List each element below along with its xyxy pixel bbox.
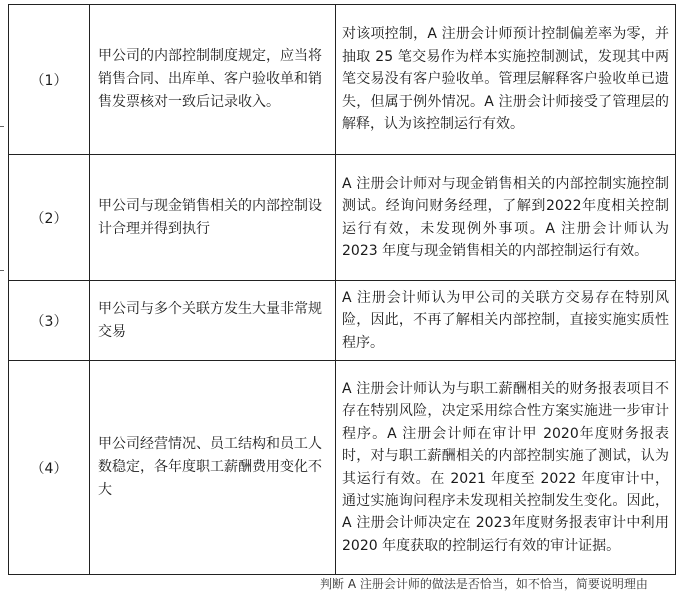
auditor-response-text: A 注册会计师认为甲公司的关联方交易存在特别风险，因此，不再了解相关内部控制，直接实施实质性程序。 <box>342 289 669 351</box>
auditor-response-cell <box>336 361 676 575</box>
case-fact-text: 甲公司与现金销售相关的内部控制设计合理并得到执行 <box>98 197 322 237</box>
margin-mark <box>0 270 4 271</box>
case-fact-text: 甲公司与多个关联方发生大量非常规交易 <box>98 300 322 340</box>
auditor-response-text: A 注册会计师认为与职工薪酬相关的财务报表项目不存在特别风险，决定采用综合性方案实施进一步审计程序。A 注册会计师在审计甲 2020年度财务报表时，对与职工薪酬相关的内部控制实施了测试，认为其运行有效。在 2021 年度至 2022 年度审计中，通过实施询问程序未发现相关控制发生变化。因此，A 注册会计师决定在 2023年度财务报表审计中利用 2020 年度获取的控制运行有效的审计证据。 <box>342 380 669 554</box>
margin-mark <box>0 126 4 127</box>
audit-case-table <box>8 4 676 575</box>
case-fact-text: 甲公司经营情况、员工结构和员工人数稳定，各年度职工薪酬费用变化不大 <box>98 436 322 498</box>
table-row <box>9 155 676 281</box>
auditor-response-cell <box>336 281 676 361</box>
row-number: （4） <box>9 361 90 575</box>
table-row <box>9 361 676 575</box>
auditor-response-text: A 注册会计师对与现金销售相关的内部控制实施控制测试。经询问财务经理，了解到2022年度相关控制运行有效，未发现例外事项。A 注册会计师认为 2023 年度与现金销售相关的内部控制运行有效。 <box>342 175 669 259</box>
cropped-footer-text: 判断 A 注册会计师的做法是否恰当，如不恰当，简要说明理由 <box>320 577 648 591</box>
case-fact-cell <box>90 361 336 575</box>
auditor-response-text: 对该项控制，A 注册会计师预计控制偏差率为零，并抽取 25 笔交易作为样本实施控制测试，发现其中两笔交易没有客户验收单。管理层解释客户验收单已遗失，但属于例外情况。A 注册会计师接受了管理层的解释，认为该控制运行有效。 <box>342 26 669 133</box>
table-row <box>9 5 676 155</box>
table-row <box>9 281 676 361</box>
case-fact-cell <box>90 281 336 361</box>
row-number: （3） <box>9 281 90 361</box>
case-fact-text: 甲公司的内部控制制度规定，应当将销售合同、出库单、客户验收单和销售发票核对一致后记录收入。 <box>98 48 322 110</box>
row-number: （2） <box>9 155 90 281</box>
case-fact-cell <box>90 155 336 281</box>
auditor-response-cell <box>336 5 676 155</box>
case-fact-cell <box>90 5 336 155</box>
document-page <box>8 4 676 578</box>
auditor-response-cell <box>336 155 676 281</box>
row-number: （1） <box>9 5 90 155</box>
